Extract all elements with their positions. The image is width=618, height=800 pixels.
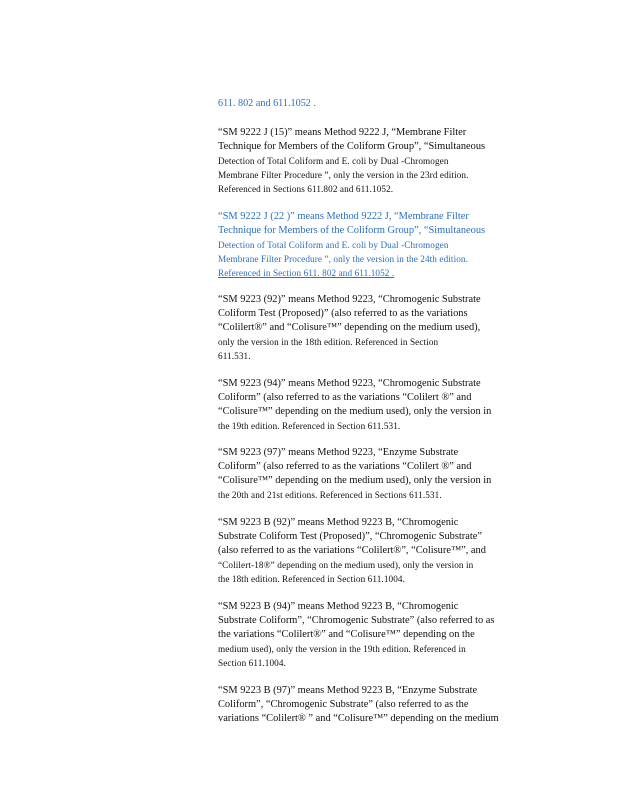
continued-reference-line: 611. 802 and 611.1052 . xyxy=(218,98,316,109)
definition-line: only the version in the 18th edition. Referenced in Section xyxy=(218,337,439,347)
definition-sm-9223-97 xyxy=(218,446,548,502)
definition-sm-9223-94 xyxy=(218,377,548,433)
definition-line: Referenced in Sections 611.802 and 611.1052. xyxy=(218,184,394,194)
definition-line: the 18th edition. Referenced in Section 611.1004. xyxy=(218,574,405,584)
definition-line: Detection of Total Coliform and E. coli by Dual -Chromogen xyxy=(218,240,449,250)
definition-line: “SM 9223 B (94)” means Method 9223 B, “Chromogenic xyxy=(218,601,459,612)
definition-line: “Colisure™” depending on the medium used), only the version in xyxy=(218,475,492,486)
definition-line: “SM 9223 (97)” means Method 9223, “Enzyme Substrate xyxy=(218,447,459,458)
definition-line: “Colilert®” and “Colisure™” depending on the medium used), xyxy=(218,322,481,333)
definition-line: the 19th edition. Referenced in Section 611.531. xyxy=(218,421,401,431)
definition-line: Substrate Coliform”, “Chromogenic Substrate” (also referred to as xyxy=(218,615,495,626)
definition-line: Coliform”, “Chromogenic Substrate” (also referred to as the xyxy=(218,699,469,710)
definition-line: “SM 9223 B (97)” means Method 9223 B, “Enzyme Substrate xyxy=(218,685,478,696)
definition-line: Technique for Members of the Coliform Group”, “Simultaneous xyxy=(218,225,486,236)
definition-line: Coliform” (also referred to as the variations “Colilert ®” and xyxy=(218,461,472,472)
definition-line: Coliform Test (Proposed)” (also referred to as the variations xyxy=(218,308,468,319)
definition-line: “Colilert-18®” depending on the medium used), only the version in xyxy=(218,560,474,570)
definition-line: “SM 9222 J (22 )” means Method 9222 J, “Membrane Filter xyxy=(218,211,469,222)
definition-line: Section 611.1004. xyxy=(218,658,286,668)
definition-line: Referenced in Section 611. 802 and 611.1052 . xyxy=(218,268,395,278)
definition-line: medium used), only the version in the 19th edition. Referenced in xyxy=(218,644,466,654)
definition-sm-9222-j-15 xyxy=(218,126,548,196)
definition-line: Substrate Coliform Test (Proposed)”, “Chromogenic Substrate” xyxy=(218,531,482,542)
definition-line: (also referred to as the variations “Colilert®”, “Colisure™”, and xyxy=(218,545,486,556)
definition-sm-9223-92 xyxy=(218,293,548,363)
definition-line: Membrane Filter Procedure ”, only the version in the 24th edition. xyxy=(218,254,469,264)
definition-line: “Colisure™” depending on the medium used), only the version in xyxy=(218,406,492,417)
definition-sm-9223-b-94 xyxy=(218,600,548,670)
definition-sm-9223-b-92 xyxy=(218,516,548,586)
definition-line: “SM 9222 J (15)” means Method 9222 J, “Membrane Filter xyxy=(218,127,467,138)
definition-line: Coliform” (also referred to as the variations “Colilert ®” and xyxy=(218,392,472,403)
definition-line: “SM 9223 B (92)” means Method 9223 B, “Chromogenic xyxy=(218,517,459,528)
definition-line: Technique for Members of the Coliform Group”, “Simultaneous xyxy=(218,141,486,152)
definition-line: variations “Colilert® ” and “Colisure™” depending on the medium xyxy=(218,713,499,724)
definition-line: “SM 9223 (94)” means Method 9223, “Chromogenic Substrate xyxy=(218,378,481,389)
definition-line: the variations “Colilert®” and “Colisure™” depending on the xyxy=(218,629,475,640)
definition-sm-9223-b-97 xyxy=(218,684,548,726)
definition-sm-9222-j-22 xyxy=(218,210,548,280)
definition-line: Detection of Total Coliform and E. coli by Dual -Chromogen xyxy=(218,156,449,166)
definition-line: “SM 9223 (92)” means Method 9223, “Chromogenic Substrate xyxy=(218,294,481,305)
definition-line: the 20th and 21st editions. Referenced in Sections 611.531. xyxy=(218,490,442,500)
definition-line: 611.531. xyxy=(218,351,251,361)
definition-line: Membrane Filter Procedure ”, only the version in the 23rd edition. xyxy=(218,170,469,180)
